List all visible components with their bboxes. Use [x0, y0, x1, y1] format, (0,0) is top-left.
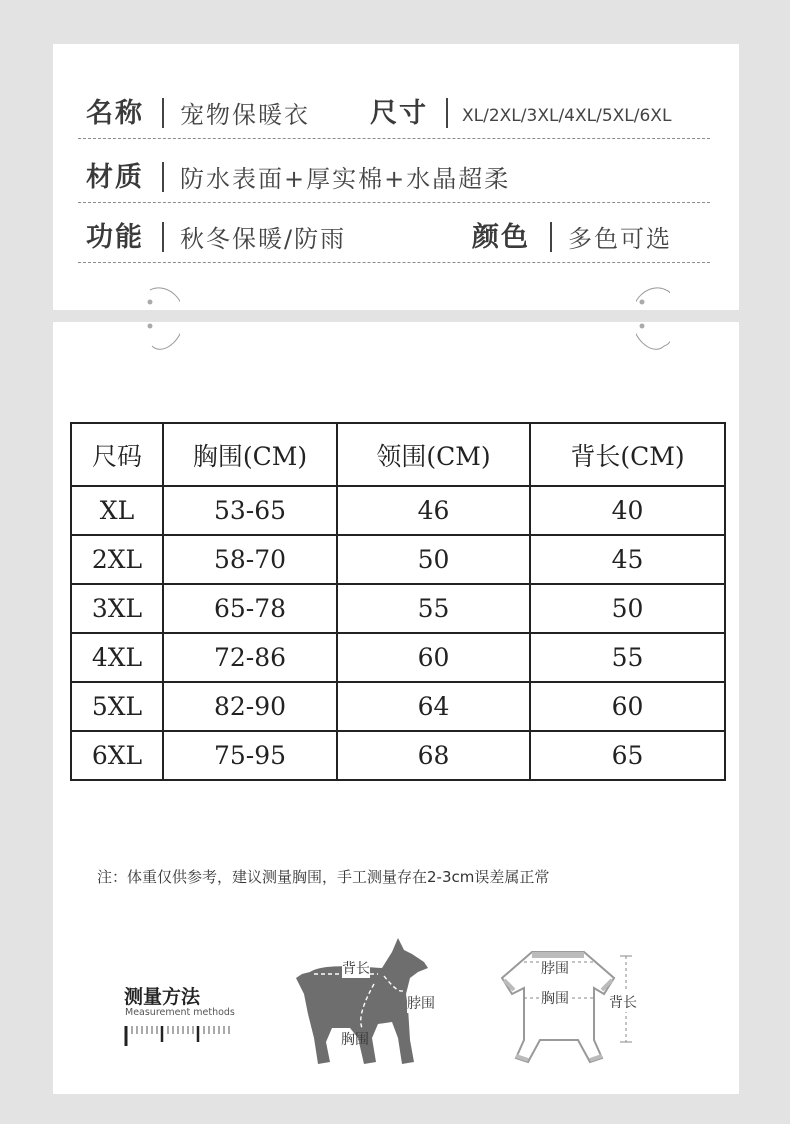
cell-back: 45: [530, 535, 725, 584]
name-value: 宠物保暖衣: [180, 101, 310, 129]
separator: [446, 98, 448, 128]
measurement-title: 测量方法: [124, 986, 201, 1008]
cell-chest: 82-90: [163, 682, 337, 731]
material-value: 防水表面+厚实棉+水晶超柔: [180, 165, 511, 193]
cell-neck: 68: [337, 731, 530, 780]
cell-neck: 64: [337, 682, 530, 731]
ring-decoration-right: [636, 284, 670, 354]
table-row: [71, 682, 725, 731]
cell-size: 5XL: [71, 682, 163, 731]
function-value: 秋冬保暖/防雨: [180, 225, 347, 253]
name-label: 名称: [86, 98, 144, 129]
cell-neck: 46: [337, 486, 530, 535]
ruler-icon: [124, 1022, 232, 1048]
table-row: [71, 486, 725, 535]
garment-label-neck: 脖围: [541, 958, 569, 978]
function-label: 功能: [86, 222, 144, 253]
separator: [162, 162, 164, 192]
header-size: 尺码: [71, 423, 163, 486]
cell-chest: 75-95: [163, 731, 337, 780]
cell-size: 6XL: [71, 731, 163, 780]
header-chest: 胸围(CM): [163, 423, 337, 486]
cell-neck: 60: [337, 633, 530, 682]
garment-label-back: 背长: [609, 992, 637, 1012]
cell-chest: 53-65: [163, 486, 337, 535]
cell-chest: 72-86: [163, 633, 337, 682]
cell-back: 50: [530, 584, 725, 633]
table-row: [71, 731, 725, 780]
ring-decoration-left: [146, 284, 180, 354]
cell-size: 2XL: [71, 535, 163, 584]
cell-back: 55: [530, 633, 725, 682]
dog-label-neck: 脖围: [407, 993, 435, 1013]
size-value: XL/2XL/3XL/4XL/5XL/6XL: [462, 106, 672, 126]
header-back: 背长(CM): [530, 423, 725, 486]
table-row: [71, 633, 725, 682]
table-header-row: [71, 423, 725, 486]
dog-label-chest: 胸围: [341, 1032, 369, 1048]
cell-chest: 58-70: [163, 535, 337, 584]
cell-size: 4XL: [71, 633, 163, 682]
cell-neck: 55: [337, 584, 530, 633]
cell-back: 60: [530, 682, 725, 731]
separator: [550, 222, 552, 252]
dog-label-back: 背长: [342, 958, 370, 978]
table-row: [71, 535, 725, 584]
color-label: 颜色: [472, 222, 530, 253]
cell-chest: 65-78: [163, 584, 337, 633]
color-value: 多色可选: [568, 225, 672, 253]
measurement-note: 注：体重仅供参考，建议测量胸围，手工测量存在2-3cm误差属正常: [97, 868, 550, 886]
separator: [162, 98, 164, 128]
cell-size: XL: [71, 486, 163, 535]
cell-size: 3XL: [71, 584, 163, 633]
material-label: 材质: [86, 162, 144, 193]
info-row-name-size: [78, 88, 710, 139]
cell-back: 40: [530, 486, 725, 535]
info-row-material: [78, 152, 710, 203]
info-row-function-color: [78, 212, 710, 263]
garment-label-chest: 胸围: [541, 988, 569, 1008]
cell-back: 65: [530, 731, 725, 780]
header-neck: 领围(CM): [337, 423, 530, 486]
measurement-subtitle: Measurement methods: [125, 1007, 235, 1018]
size-label: 尺寸: [370, 98, 428, 129]
size-table: [70, 422, 726, 781]
separator: [162, 222, 164, 252]
cell-neck: 50: [337, 535, 530, 584]
table-row: [71, 584, 725, 633]
